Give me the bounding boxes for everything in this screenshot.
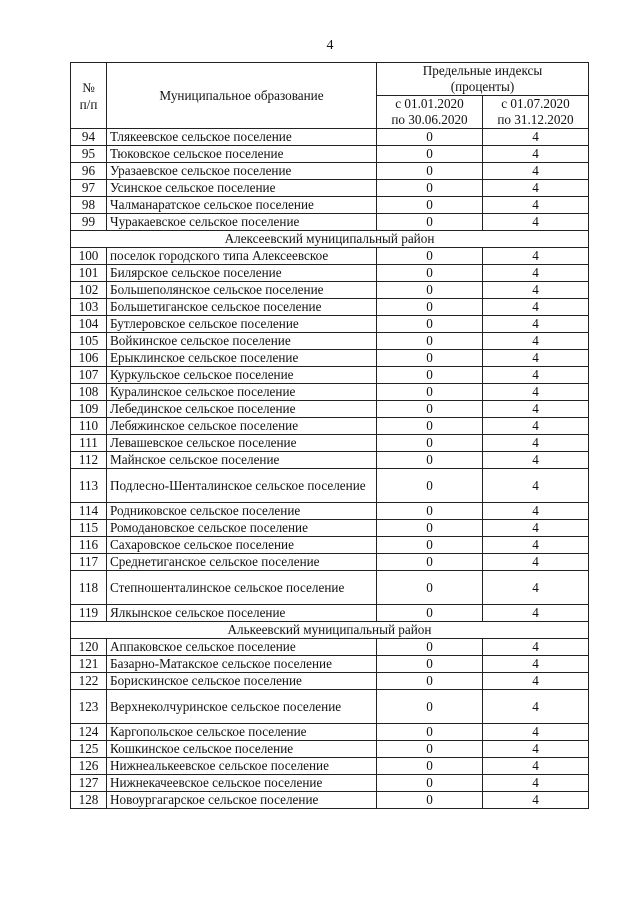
municipality-name: поселок городского типа Алексеевское: [107, 248, 377, 265]
index-period2: 4: [483, 520, 589, 537]
row-number: 115: [71, 520, 107, 537]
index-period1: 0: [377, 401, 483, 418]
index-period2: 4: [483, 265, 589, 282]
municipality-name: Куралинское сельское поселение: [107, 384, 377, 401]
table-row: [71, 605, 589, 622]
name-column-header: Муниципальное образование: [107, 63, 377, 129]
municipality-name: Тюковское сельское поселение: [107, 146, 377, 163]
index-period2: 4: [483, 384, 589, 401]
table-row: [71, 418, 589, 435]
row-number: 95: [71, 146, 107, 163]
table-row: [71, 724, 589, 741]
row-number: 119: [71, 605, 107, 622]
index-period1: 0: [377, 299, 483, 316]
municipality-name: Подлесно-Шенталинское сельское поселение: [107, 469, 377, 503]
index-period2: 4: [483, 537, 589, 554]
index-period1: 0: [377, 163, 483, 180]
municipality-name: Билярское сельское поселение: [107, 265, 377, 282]
index-period2: 4: [483, 180, 589, 197]
index-period1: 0: [377, 690, 483, 724]
municipality-name: Сахаровское сельское поселение: [107, 537, 377, 554]
table-row: [71, 129, 589, 146]
index-period1: 0: [377, 367, 483, 384]
municipality-name: Нижнекачеевское сельское поселение: [107, 775, 377, 792]
table-row: [71, 163, 589, 180]
municipality-name: Левашевское сельское поселение: [107, 435, 377, 452]
municipality-name: Родниковское сельское поселение: [107, 503, 377, 520]
row-number: 106: [71, 350, 107, 367]
municipality-name: Тлякеевское сельское поселение: [107, 129, 377, 146]
row-number: 103: [71, 299, 107, 316]
index-period2: 4: [483, 248, 589, 265]
row-number: 109: [71, 401, 107, 418]
row-number: 126: [71, 758, 107, 775]
index-period2: 4: [483, 503, 589, 520]
index-period1: 0: [377, 350, 483, 367]
index-period1: 0: [377, 146, 483, 163]
index-period1: 0: [377, 571, 483, 605]
row-number: 118: [71, 571, 107, 605]
table-row: [71, 401, 589, 418]
municipality-name: Среднетиганское сельское поселение: [107, 554, 377, 571]
municipality-name: Бутлеровское сельское поселение: [107, 316, 377, 333]
table-row: [71, 384, 589, 401]
index-period2: 4: [483, 673, 589, 690]
municipality-name: Ромодановское сельское поселение: [107, 520, 377, 537]
municipality-name: Усинское сельское поселение: [107, 180, 377, 197]
table-row: [71, 265, 589, 282]
index-period1: 0: [377, 503, 483, 520]
municipality-name: Большеполянское сельское поселение: [107, 282, 377, 299]
table-row: [71, 299, 589, 316]
table-row: [71, 282, 589, 299]
index-period1: 0: [377, 537, 483, 554]
table-row: [71, 180, 589, 197]
municipality-name: Базарно-Матакское сельское поселение: [107, 656, 377, 673]
indices-column-header: Предельные индексы (проценты): [377, 63, 589, 96]
municipality-name: Кошкинское сельское поселение: [107, 741, 377, 758]
index-period2: 4: [483, 299, 589, 316]
row-number: 96: [71, 163, 107, 180]
table-row: [71, 248, 589, 265]
index-period2: 4: [483, 163, 589, 180]
row-number: 97: [71, 180, 107, 197]
index-period1: 0: [377, 741, 483, 758]
index-period2: 4: [483, 333, 589, 350]
row-number: 107: [71, 367, 107, 384]
municipality-name: Борискинское сельское поселение: [107, 673, 377, 690]
index-period1: 0: [377, 333, 483, 350]
row-number: 110: [71, 418, 107, 435]
index-period2: 4: [483, 350, 589, 367]
index-period1: 0: [377, 758, 483, 775]
row-number: 102: [71, 282, 107, 299]
index-period2: 4: [483, 690, 589, 724]
table-row: [71, 639, 589, 656]
index-period1: 0: [377, 282, 483, 299]
index-period2: 4: [483, 452, 589, 469]
index-period2: 4: [483, 724, 589, 741]
municipality-name: Новоургагарское сельское поселение: [107, 792, 377, 809]
index-period1: 0: [377, 180, 483, 197]
municipality-name: Степношенталинское сельское поселение: [107, 571, 377, 605]
table-row: [71, 758, 589, 775]
municipality-name: Ерыклинское сельское поселение: [107, 350, 377, 367]
table-row: [71, 435, 589, 452]
index-period1: 0: [377, 673, 483, 690]
municipality-name: Ялкынское сельское поселение: [107, 605, 377, 622]
index-period2: 4: [483, 758, 589, 775]
municipality-name: Нижнеалькеевское сельское поселение: [107, 758, 377, 775]
index-period1: 0: [377, 197, 483, 214]
index-period2: 4: [483, 418, 589, 435]
district-name: Алексеевский муниципальный район: [71, 231, 589, 248]
index-period2: 4: [483, 469, 589, 503]
row-number: 105: [71, 333, 107, 350]
table-row: [71, 673, 589, 690]
index-period2: 4: [483, 367, 589, 384]
index-period1: 0: [377, 775, 483, 792]
index-period2: 4: [483, 792, 589, 809]
municipality-name: Лебяжинское сельское поселение: [107, 418, 377, 435]
index-period1: 0: [377, 469, 483, 503]
num-column-header: № п/п: [71, 63, 107, 129]
row-number: 111: [71, 435, 107, 452]
table-header: [71, 63, 589, 129]
index-period1: 0: [377, 452, 483, 469]
table-row: [71, 146, 589, 163]
row-number: 124: [71, 724, 107, 741]
index-period1: 0: [377, 435, 483, 452]
table-row: [71, 571, 589, 605]
index-period1: 0: [377, 129, 483, 146]
row-number: 108: [71, 384, 107, 401]
index-period2: 4: [483, 214, 589, 231]
table-row: [71, 554, 589, 571]
index-period1: 0: [377, 384, 483, 401]
index-period1: 0: [377, 418, 483, 435]
municipality-name: Войкинское сельское поселение: [107, 333, 377, 350]
table-row: [71, 537, 589, 554]
period1-column-header: с 01.01.2020 по 30.06.2020: [377, 96, 483, 129]
table-row: [71, 350, 589, 367]
index-period1: 0: [377, 214, 483, 231]
index-period2: 4: [483, 656, 589, 673]
index-period1: 0: [377, 792, 483, 809]
table-row: [71, 520, 589, 537]
district-name: Алькеевский муниципальный район: [71, 622, 589, 639]
index-period1: 0: [377, 520, 483, 537]
index-period2: 4: [483, 571, 589, 605]
municipality-name: Куркульское сельское поселение: [107, 367, 377, 384]
indices-table: [70, 62, 589, 809]
index-period2: 4: [483, 401, 589, 418]
index-period2: 4: [483, 282, 589, 299]
municipality-name: Каргопольское сельское поселение: [107, 724, 377, 741]
row-number: 113: [71, 469, 107, 503]
index-period1: 0: [377, 656, 483, 673]
table-row: [71, 316, 589, 333]
index-period1: 0: [377, 316, 483, 333]
table-row: [71, 792, 589, 809]
row-number: 116: [71, 537, 107, 554]
index-period1: 0: [377, 265, 483, 282]
index-period2: 4: [483, 605, 589, 622]
row-number: 121: [71, 656, 107, 673]
row-number: 123: [71, 690, 107, 724]
table-body: [71, 129, 589, 809]
row-number: 120: [71, 639, 107, 656]
page-number: 4: [326, 38, 334, 53]
index-period2: 4: [483, 435, 589, 452]
index-period1: 0: [377, 605, 483, 622]
row-number: 125: [71, 741, 107, 758]
row-number: 99: [71, 214, 107, 231]
index-period2: 4: [483, 639, 589, 656]
table-row: [71, 690, 589, 724]
index-period1: 0: [377, 248, 483, 265]
index-period1: 0: [377, 554, 483, 571]
table-row: [71, 214, 589, 231]
period2-column-header: с 01.07.2020 по 31.12.2020: [483, 96, 589, 129]
index-period2: 4: [483, 146, 589, 163]
municipality-name: Чуракаевское сельское поселение: [107, 214, 377, 231]
row-number: 128: [71, 792, 107, 809]
municipality-name: Лебединское сельское поселение: [107, 401, 377, 418]
row-number: 100: [71, 248, 107, 265]
table-row: [71, 741, 589, 758]
municipality-name: Аппаковское сельское поселение: [107, 639, 377, 656]
table-row: [71, 775, 589, 792]
table-row: [71, 197, 589, 214]
row-number: 122: [71, 673, 107, 690]
table-row: [71, 469, 589, 503]
index-period1: 0: [377, 724, 483, 741]
table-row: [71, 452, 589, 469]
row-number: 101: [71, 265, 107, 282]
row-number: 94: [71, 129, 107, 146]
table-row: [71, 503, 589, 520]
municipality-name: Верхнеколчуринское сельское поселение: [107, 690, 377, 724]
row-number: 114: [71, 503, 107, 520]
table-row: [71, 333, 589, 350]
index-period2: 4: [483, 316, 589, 333]
row-number: 127: [71, 775, 107, 792]
index-period2: 4: [483, 554, 589, 571]
index-period2: 4: [483, 197, 589, 214]
district-row: [71, 622, 589, 639]
row-number: 104: [71, 316, 107, 333]
row-number: 112: [71, 452, 107, 469]
index-period2: 4: [483, 741, 589, 758]
index-period2: 4: [483, 129, 589, 146]
table-row: [71, 656, 589, 673]
row-number: 117: [71, 554, 107, 571]
municipality-name: Большетиганское сельское поселение: [107, 299, 377, 316]
municipality-name: Чалманаратское сельское поселение: [107, 197, 377, 214]
row-number: 98: [71, 197, 107, 214]
municipality-name: Уразаевское сельское поселение: [107, 163, 377, 180]
municipality-name: Майнское сельское поселение: [107, 452, 377, 469]
district-row: [71, 231, 589, 248]
index-period1: 0: [377, 639, 483, 656]
index-period2: 4: [483, 775, 589, 792]
table-row: [71, 367, 589, 384]
